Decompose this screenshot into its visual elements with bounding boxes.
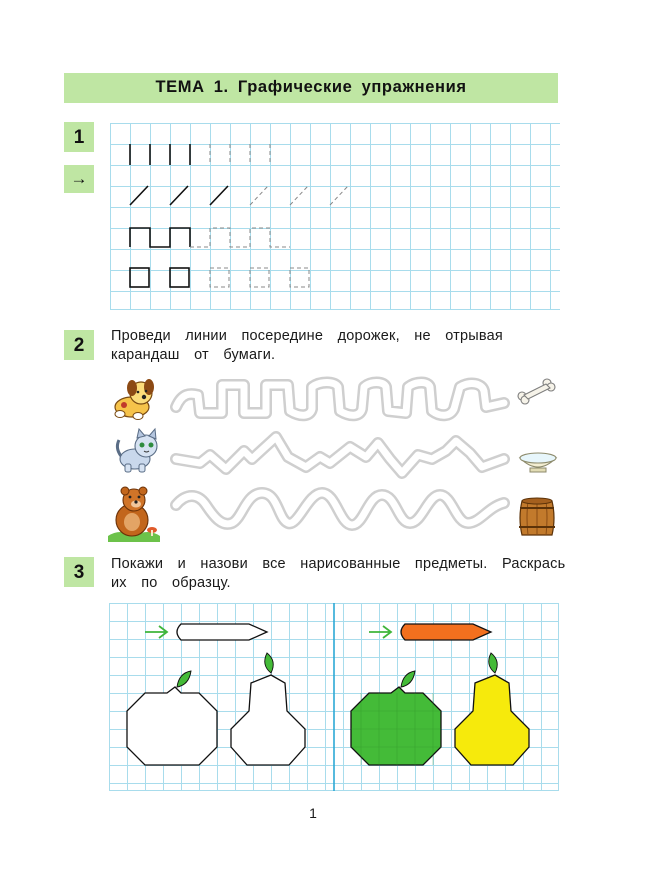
carrot-colored	[401, 624, 491, 640]
task-3-coloring-grid	[109, 603, 559, 791]
carrot-outline	[177, 624, 267, 640]
pear-colored	[455, 675, 529, 765]
bone-image	[516, 378, 556, 404]
bowl-image	[518, 450, 558, 474]
task-2-instruction	[111, 327, 561, 365]
slanted-strokes-trace	[250, 186, 348, 205]
task-3-number-badge	[64, 557, 94, 587]
page-number: 1	[309, 805, 317, 821]
meander-pattern-trace	[190, 228, 290, 247]
vertical-strokes-trace	[210, 144, 270, 165]
task-1-grid	[110, 123, 560, 310]
puppy-image	[108, 377, 160, 421]
meander-pattern-row	[130, 228, 190, 247]
task-2-number: 2	[73, 335, 85, 356]
barrel-image	[518, 497, 556, 539]
task-2-text-line-2: карандаш от бумаги.	[111, 347, 276, 363]
vertical-strokes-row	[130, 144, 190, 165]
slanted-strokes-row	[130, 186, 228, 205]
apple-leaf	[177, 671, 191, 687]
task-1-grid-exercise	[110, 123, 560, 310]
pear-outline	[231, 675, 305, 765]
left-panel-outlines	[127, 624, 305, 765]
puppy-path	[170, 373, 510, 423]
right-panel-sample	[351, 624, 529, 765]
kitten-image	[115, 428, 165, 473]
task-3-text-line-2: их по образцу.	[111, 575, 231, 591]
kitten-path	[170, 429, 510, 483]
topic-title-bar	[64, 73, 558, 103]
task-3-text-line-1: Покажи и назови все нарисованные предметы. Раскрась	[111, 556, 566, 572]
task-3-instruction	[111, 555, 566, 593]
bear-image	[106, 484, 162, 542]
task-3-number: 3	[73, 562, 85, 583]
apple-leaf-colored	[401, 671, 415, 687]
task-1-number-badge	[64, 122, 94, 152]
apple-outline	[127, 687, 217, 765]
pear-leaf-colored	[489, 653, 498, 673]
apple-colored	[351, 687, 441, 765]
task-2-text-line-1: Проведи линии посередине дорожек, не отрывая	[111, 328, 503, 344]
task-2-number-badge	[64, 330, 94, 360]
task-1-number: 1	[73, 127, 85, 148]
right-arrow-icon: →	[64, 165, 94, 193]
bear-path	[170, 483, 510, 539]
topic-title: ТЕМА 1. Графические упражнения	[155, 78, 467, 96]
